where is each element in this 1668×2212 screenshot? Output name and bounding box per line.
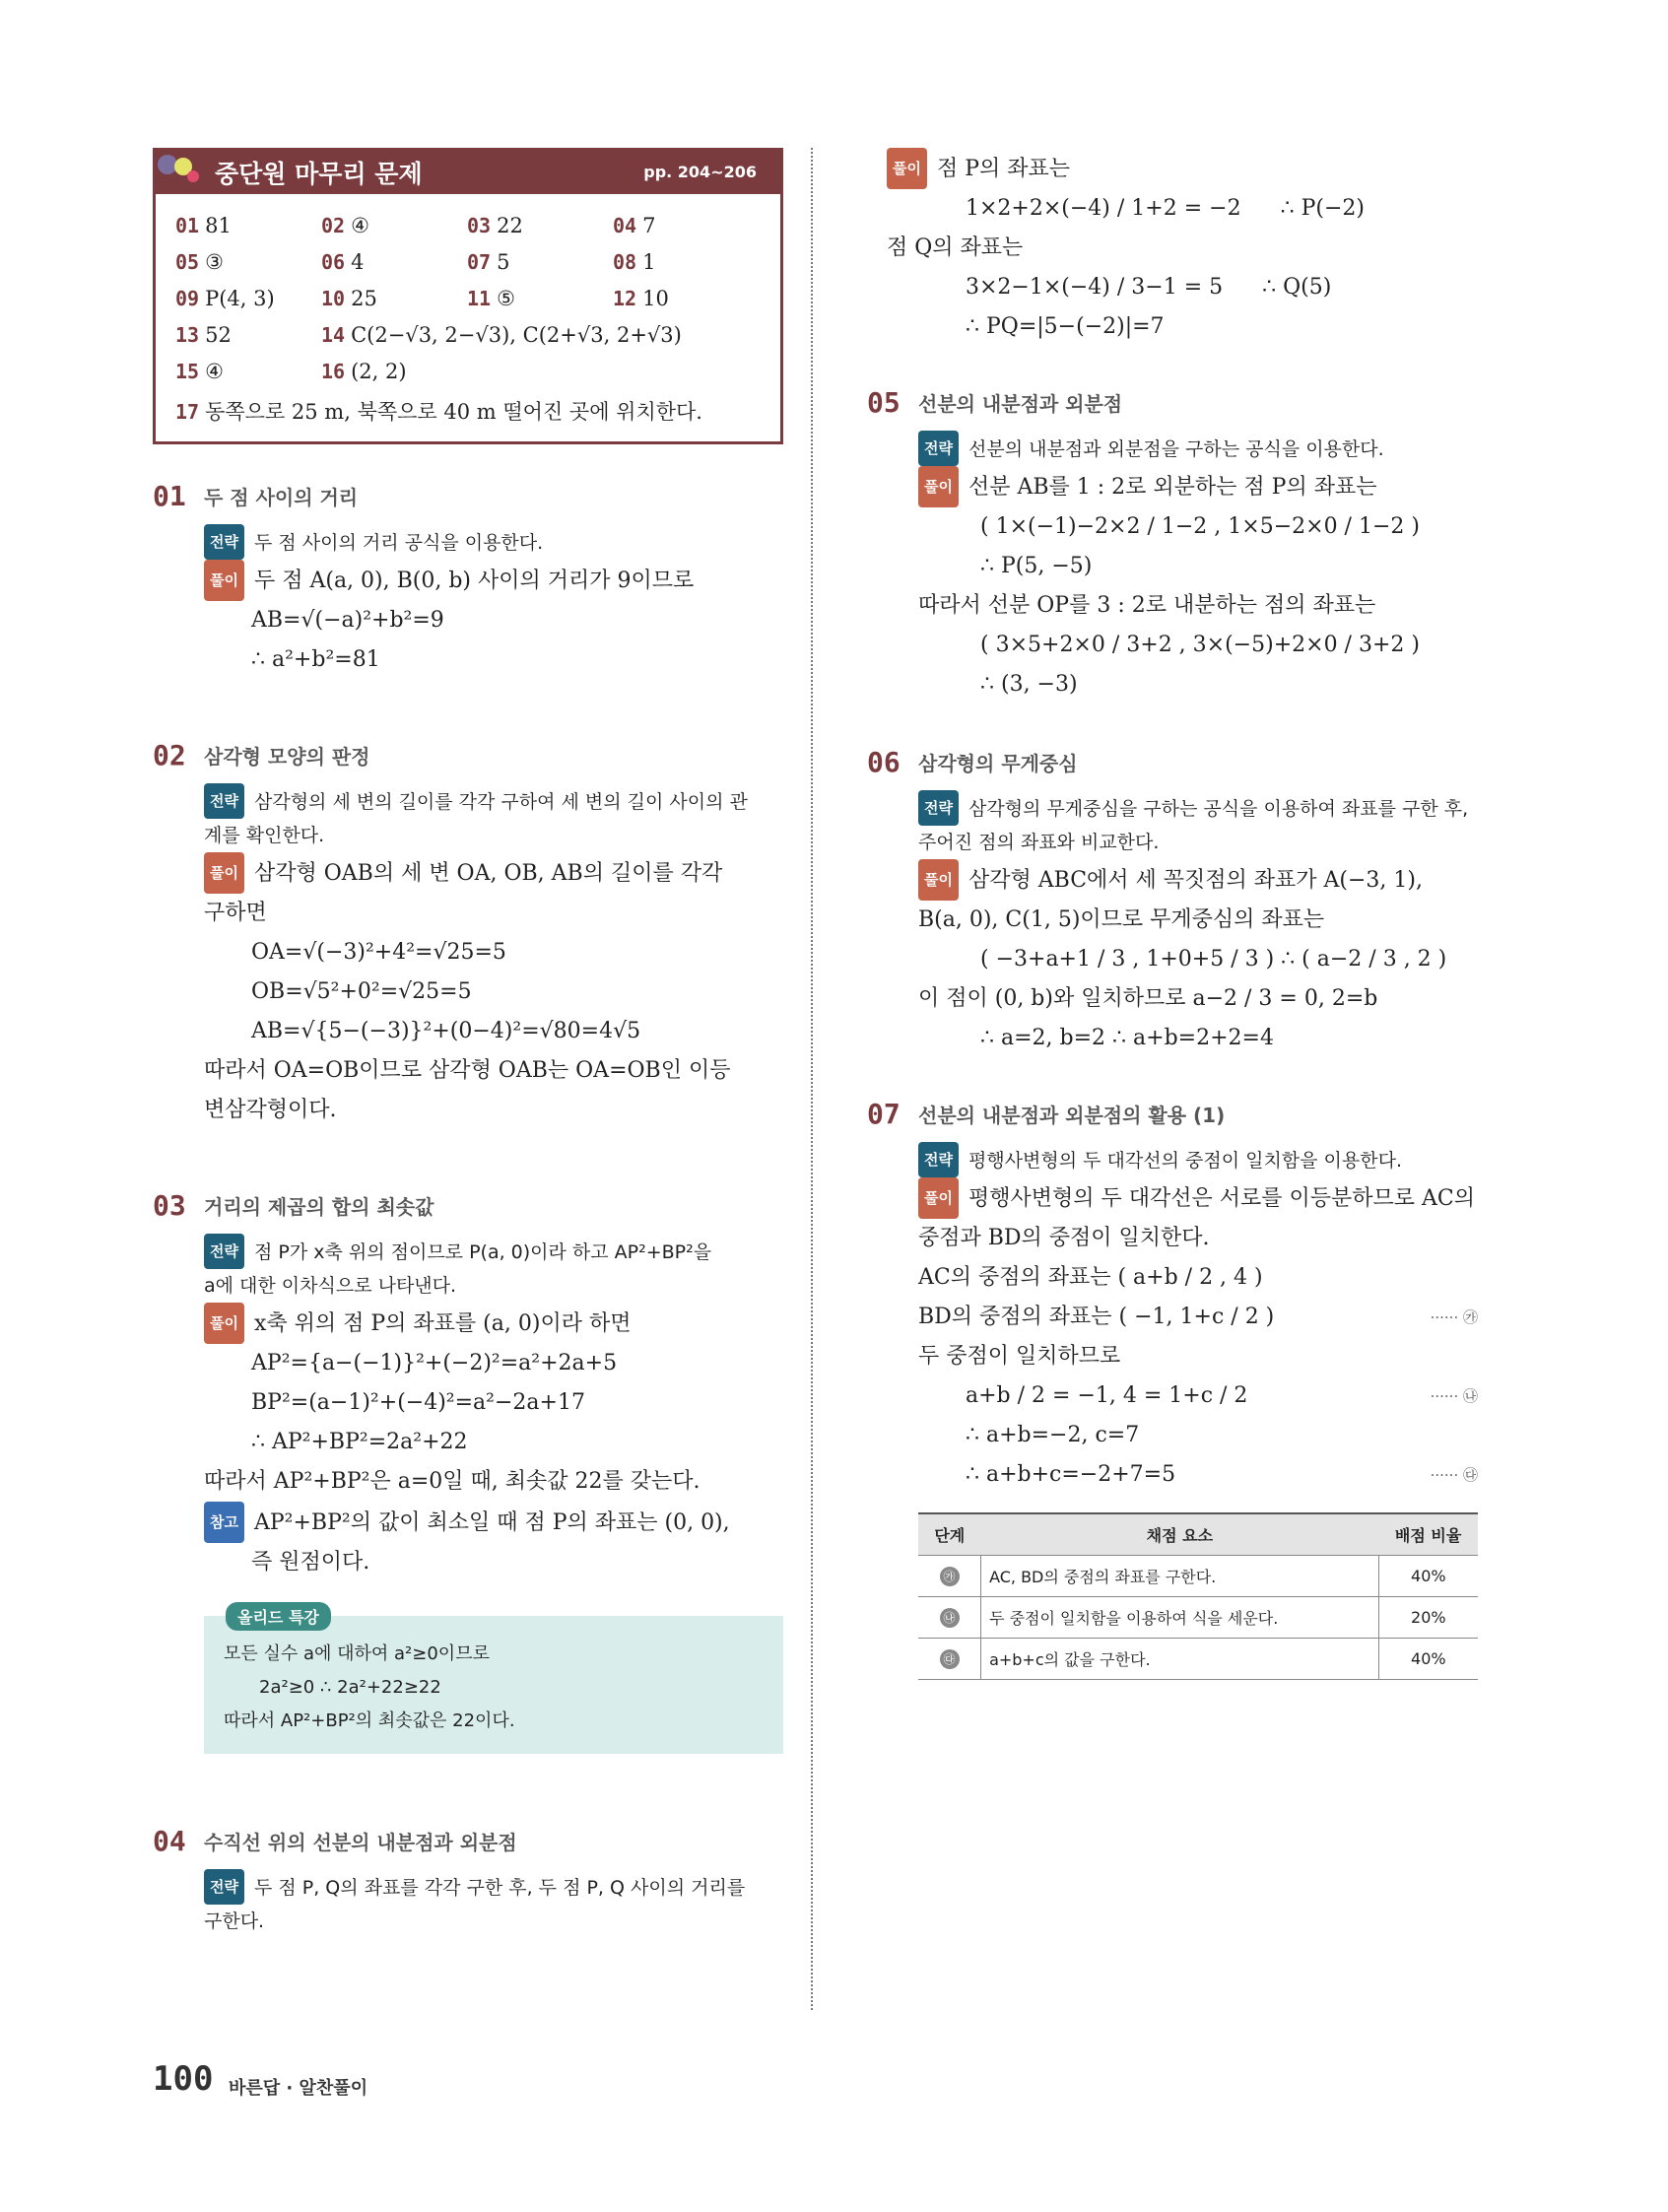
equation: OA=√(−3)²+4²=√25=5 [251,940,506,965]
strategy-tag: 전략 [918,431,959,466]
problem-title: 삼각형의 무게중심 [918,752,1078,775]
solution-line: 점 Q의 좌표는 [887,235,1024,260]
problem-06 [867,746,1478,1058]
solution-line: 구하면 [204,901,267,925]
tip-line: 2a²≥0 ∴ 2a²+22≥22 [259,1677,441,1698]
table-header: 배점 비율 [1378,1513,1478,1556]
equation: a+b / 2 = −1, 4 = 1+c / 2 [966,1383,1248,1408]
problem-02 [153,739,783,1130]
answer-item: 12 10 [613,287,669,310]
problem-number: 04 [153,1825,186,1857]
strategy-text: 두 점 P, Q의 좌표를 각각 구한 후, 두 점 P, Q 사이의 거리를 [253,1877,746,1899]
marker: ······ ㉯ [1430,1387,1478,1405]
tip-line: 모든 실수 a에 대하여 a²≥0이므로 [224,1643,490,1664]
problem-07 [867,1098,1478,1680]
table-row [918,1597,1478,1639]
answer-item: 15 ④ [175,360,224,383]
problem-title: 삼각형 모양의 판정 [204,745,370,769]
table-cell: 40% [1378,1639,1478,1680]
fraction: ( 3×5+2×0 / 3+2 , 3×(−5)+2×0 / 3+2 ) [980,633,1420,657]
answer-item: 03 22 [467,214,523,237]
problem-title: 선분의 내분점과 외분점의 활용 (1) [918,1104,1226,1127]
table-cell: a+b+c의 값을 구한다. [981,1639,1379,1680]
equation: AB=√{5−(−3)}²+(0−4)²=√80=4√5 [251,1019,641,1043]
solution-line: B(a, 0), C(1, 5)이므로 무게중심의 좌표는 [918,907,1325,932]
result: ∴ P(−2) [1280,196,1365,221]
solution-line: 두 점 A(a, 0), B(0, b) 사이의 거리가 9이므로 [253,569,695,593]
solution-tag: 풀이 [918,859,959,901]
solution-tag: 풀이 [204,852,244,894]
strategy-tag: 전략 [204,783,244,819]
answer-item: 04 7 [613,214,656,237]
problem-title: 두 점 사이의 거리 [204,486,359,509]
table-header: 채점 요소 [981,1513,1379,1556]
table-header-row [918,1513,1478,1556]
flower-icon [154,151,203,194]
fraction: ( −3+a+1 / 3 , 1+0+5 / 3 ) ∴ ( a−2 / 3 , 2 ) [980,947,1447,972]
solution-line: 선분 AB를 1 : 2로 외분하는 점 P의 좌표는 [967,475,1377,500]
answer-item: 09 P(4, 3) [175,287,275,310]
strategy-text: 선분의 내분점과 외분점을 구하는 공식을 이용한다. [967,438,1384,460]
problem-03 [153,1189,783,1754]
tip-label: 올리드 특강 [226,1602,331,1631]
marker: ······ ㉰ [1430,1466,1478,1484]
answer-item: 07 5 [467,250,510,274]
page-number: 100 [153,2059,214,2099]
right-column [867,148,1478,1680]
answer-item: 16 (2, 2) [321,360,407,383]
tip-box [204,1608,783,1754]
strategy-tag: 전략 [918,1142,959,1177]
strategy-text: 평행사변형의 두 대각선의 중점이 일치함을 이용한다. [967,1150,1403,1172]
solution-line: 따라서 AP²+BP²은 a=0일 때, 최솟값 22를 갖는다. [204,1469,701,1494]
result: ∴ a=2, b=2 ∴ a+b=2+2=4 [980,1026,1274,1050]
fraction: ( 1×(−1)−2×2 / 1−2 , 1×5−2×0 / 1−2 ) [980,514,1420,539]
table-cell: 20% [1378,1597,1478,1639]
problem-01 [153,480,783,680]
summary-pages: pp. 204~206 [643,163,757,181]
answer-item: 01 81 [175,214,232,237]
problem-number: 01 [153,480,186,512]
answer-grid [156,194,780,441]
solution-tag: 풀이 [204,1303,244,1344]
answer-item: 11 ⑤ [467,287,515,310]
solution-tag: 풀이 [887,148,927,189]
solution-line: 두 중점이 일치하므로 [918,1344,1121,1369]
table-cell: 40% [1378,1556,1478,1597]
answer-item: 14 C(2−√3, 2−√3), C(2+√3, 2+√3) [321,323,682,347]
problem-04-continued [867,148,1478,347]
answer-item: 17 동쪽으로 25 m, 북쪽으로 40 m 떨어진 곳에 위치한다. [175,400,702,424]
solution-line: BD의 중점의 좌표는 ( −1, 1+c / 2 ) [918,1305,1275,1329]
table-cell: AC, BD의 중점의 좌표를 구한다. [981,1556,1379,1597]
solution-line: 삼각형 ABC에서 세 꼭짓점의 좌표가 A(−3, 1), [967,868,1423,893]
result: ∴ Q(5) [1262,275,1332,300]
solution-line: 중점과 BD의 중점이 일치한다. [918,1226,1210,1250]
answer-item: 02 ④ [321,214,369,237]
strategy-text: 두 점 사이의 거리 공식을 이용한다. [253,532,544,554]
strategy-text: a에 대한 이차식으로 나타낸다. [204,1275,457,1297]
answer-item: 13 52 [175,323,232,347]
answer-item: 05 ③ [175,250,224,274]
problem-title: 수직선 위의 선분의 내분점과 외분점 [204,1831,517,1854]
solution-line: x축 위의 점 P의 좌표를 (a, 0)이라 하면 [253,1311,632,1336]
problem-number: 02 [153,739,186,771]
problem-title: 거리의 제곱의 합의 최솟값 [204,1195,434,1219]
solution-line: 점 P의 좌표는 [936,157,1071,181]
equation: ∴ a+b+c=−2+7=5 [966,1462,1176,1487]
equation: ∴ AP²+BP²=2a²+22 [251,1430,468,1454]
solution-line: 이 점이 (0, b)와 일치하므로 a−2 / 3 = 0, 2=b [918,986,1378,1011]
reference-text: AP²+BP²의 값이 최소일 때 점 P의 좌표는 (0, 0), [253,1510,730,1535]
solution-tag: 풀이 [204,560,244,601]
strategy-text: 삼각형의 무게중심을 구하는 공식을 이용하여 좌표를 구한 후, [967,798,1469,820]
answer-item: 10 25 [321,287,377,310]
solution-line: 따라서 OA=OB이므로 삼각형 OAB는 OA=OB인 이등 [204,1058,731,1083]
answer-item: 08 1 [613,250,656,274]
solution-line: 변삼각형이다. [204,1098,337,1122]
fraction: 3×2−1×(−4) / 3−1 = 5 [966,275,1224,300]
problem-number: 06 [867,746,901,778]
equation: ∴ a²+b²=81 [251,647,380,672]
summary-header [156,151,780,194]
tip-line: 따라서 AP²+BP²의 최솟값은 22이다. [224,1710,515,1731]
table-header: 단계 [918,1513,981,1556]
strategy-text: 주어진 점의 좌표와 비교한다. [918,832,1160,853]
result: ∴ P(5, −5) [980,554,1093,578]
strategy-text: 점 P가 x축 위의 점이므로 P(a, 0)이라 하고 AP²+BP²을 [253,1241,712,1263]
solution-line: AC의 중점의 좌표는 ( a+b / 2 , 4 ) [918,1265,1263,1290]
problem-04 [153,1825,783,1938]
solution-tag: 풀이 [918,466,959,507]
reference-text: 즉 원점이다. [251,1550,370,1575]
strategy-text: 계를 확인한다. [204,825,325,846]
equation: ∴ a+b=−2, c=7 [966,1423,1140,1447]
equation: BP²=(a−1)²+(−4)²=a²−2a+17 [251,1390,585,1415]
equation: AP²={a−(−1)}²+(−2)²=a²+2a+5 [251,1351,618,1375]
marker: ······ ㉮ [1430,1308,1478,1326]
step-badge: ㉰ [940,1649,960,1669]
left-column [153,148,783,1938]
problem-title: 선분의 내분점과 외분점 [918,392,1123,416]
strategy-text: 구한다. [204,1910,265,1932]
grading-table [918,1512,1478,1680]
result: ∴ PQ=|5−(−2)|=7 [966,314,1165,339]
strategy-tag: 전략 [204,1869,244,1905]
solution-tag: 풀이 [918,1177,959,1219]
answer-summary-box [153,148,783,444]
table-row [918,1556,1478,1597]
problem-05 [867,386,1478,704]
solution-line: 삼각형 OAB의 세 변 OA, OB, AB의 길이를 각각 [253,861,723,886]
solution-line: 평행사변형의 두 대각선은 서로를 이등분하므로 AC의 [967,1186,1475,1211]
fraction: 1×2+2×(−4) / 1+2 = −2 [966,196,1241,221]
answer-item: 06 4 [321,250,365,274]
problem-number: 03 [153,1189,186,1222]
problem-number: 05 [867,386,901,419]
result: ∴ (3, −3) [980,672,1078,697]
summary-title: 중단원 마무리 문제 [215,160,423,188]
strategy-text: 삼각형의 세 변의 길이를 각각 구하여 세 변의 길이 사이의 관 [253,791,748,813]
reference-tag: 참고 [204,1502,244,1543]
strategy-tag: 전략 [204,524,244,560]
solution-line: 따라서 선분 OP를 3 : 2로 내분하는 점의 좌표는 [918,593,1376,618]
column-divider [811,148,813,2010]
equation: AB=√(−a)²+b²=9 [251,608,444,633]
table-cell: 두 중점이 일치함을 이용하여 식을 세운다. [981,1597,1379,1639]
strategy-tag: 전략 [204,1234,244,1269]
equation: OB=√5²+0²=√25=5 [251,979,472,1004]
strategy-tag: 전략 [918,790,959,826]
step-badge: ㉯ [940,1608,960,1628]
step-badge: ㉮ [940,1567,960,1586]
problem-number: 07 [867,1098,901,1130]
footer-label: 바른답 · 알찬풀이 [229,2078,368,2099]
table-row [918,1639,1478,1680]
